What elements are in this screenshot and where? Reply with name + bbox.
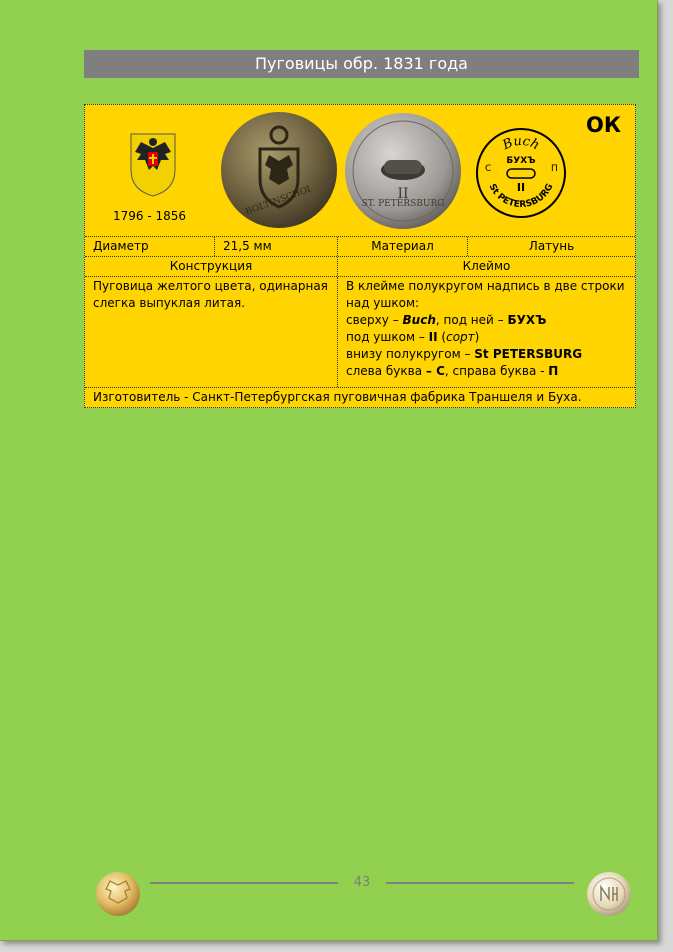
back-stamp-num: II — [397, 186, 409, 202]
mark-line-letters: слева буква – С, справа буква - П — [346, 364, 559, 378]
svg-text:Buch — [500, 134, 542, 154]
diameter-value: 21,5 мм — [215, 237, 338, 256]
footer-line-right — [386, 882, 574, 884]
page-title: Пуговицы обр. 1831 года — [84, 50, 639, 78]
mark-label: Клеймо — [462, 259, 511, 273]
mark-text — [338, 277, 635, 387]
construction-label: Конструкция — [85, 257, 338, 276]
mark-line-1: В клейме полукругом надпись в две строки над ушком: — [346, 279, 625, 310]
mark-line-under: под ушком – II (сорт) — [346, 330, 480, 344]
maker-row — [85, 388, 635, 407]
button-front-image — [220, 111, 338, 229]
spec-row — [85, 237, 635, 257]
button-back-image — [344, 112, 462, 230]
stamp-num: II — [516, 181, 526, 194]
image-row — [85, 105, 635, 237]
back-stamp-text: ST. PETERSBURG — [361, 199, 445, 209]
stamp-right: П — [551, 164, 558, 174]
stamp-left: С — [485, 164, 492, 174]
description-row — [85, 277, 635, 388]
mark-line-bottom: внизу полукругом – St PETERSBURG — [346, 347, 583, 361]
mark-line-top: сверху – Buch, под ней – БУХЪ — [346, 313, 547, 327]
stamp-top: Buch — [500, 133, 542, 154]
footer-line-left — [150, 882, 338, 884]
diameter-label: Диаметр — [85, 237, 215, 256]
button-engraving: BOLTINSCHOI — [244, 184, 313, 218]
material-label: Материал — [338, 237, 468, 256]
construction-text: Пуговица желтого цвета, одинарная слегка выпуклая литая. — [85, 277, 338, 387]
button-card — [84, 104, 636, 408]
footer-gold-button-icon — [95, 871, 141, 917]
coat-of-arms-icon — [127, 130, 179, 198]
material-value: Латунь — [528, 239, 575, 253]
maker-text: Изготовитель - Санкт-Петербургская пуговичная фабрика Траншеля и Буха. — [93, 390, 582, 404]
stamp-bottom: St PETERSBURG — [486, 182, 556, 211]
stamp-drawing — [475, 127, 567, 219]
ok-mark: ОК — [585, 113, 621, 137]
footer-silver-button-icon — [586, 871, 632, 917]
section-header-row — [85, 257, 635, 277]
stamp-mid: БУХЪ — [506, 156, 536, 166]
years-range: 1796 - 1856 — [113, 209, 187, 223]
page-number: 43 — [353, 875, 371, 890]
